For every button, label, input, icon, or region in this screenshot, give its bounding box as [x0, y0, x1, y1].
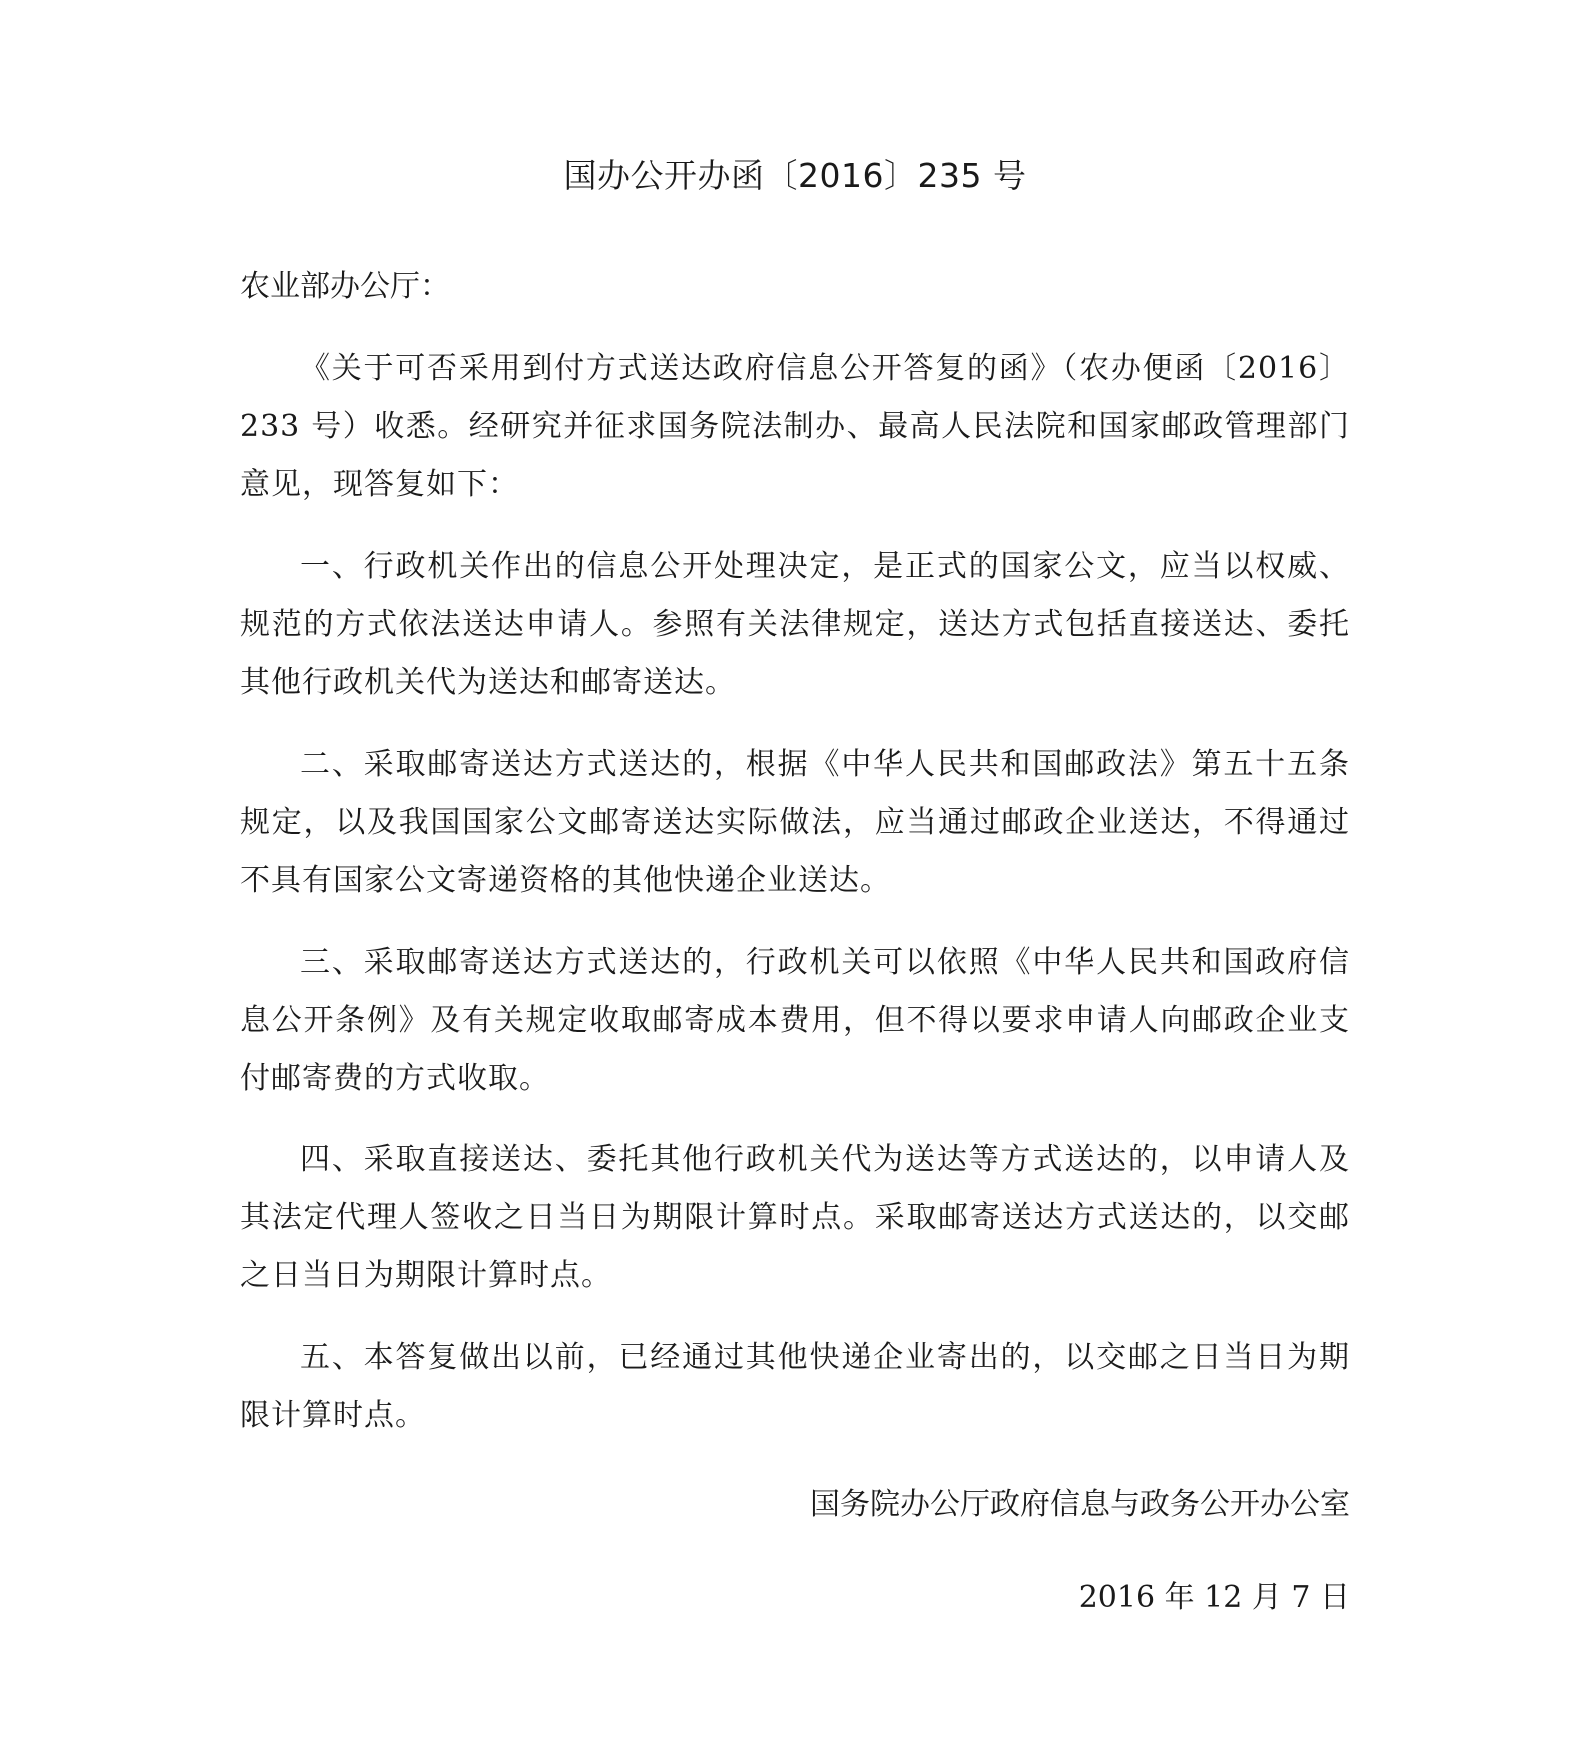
document-page [240, 0, 1350, 1760]
paragraph-item-4: 四、采取直接送达、委托其他行政机关代为送达等方式送达的，以申请人及其法定代理人签收之日当日为期限计算时点。采取邮寄送达方式送达的，以交邮之日当日为期限计算时点。 [240, 1142, 1350, 1293]
salutation: 农业部办公厅： [240, 269, 450, 304]
paragraph-item-5: 五、本答复做出以前，已经通过其他快递企业寄出的，以交邮之日当日为期限计算时点。 [240, 1340, 1350, 1433]
document-date: 2016 年 12 月 7 日 [1078, 1580, 1350, 1615]
paragraph-intro: 《关于可否采用到付方式送达政府信息公开答复的函》（农办便函〔2016〕233 号）收悉。经研究并征求国务院法制办、最高人民法院和国家邮政管理部门意见，现答复如下： [240, 351, 1350, 502]
paragraph-item-2: 二、采取邮寄送达方式送达的，根据《中华人民共和国邮政法》第五十五条规定，以及我国国家公文邮寄送达实际做法，应当通过邮政企业送达，不得通过不具有国家公文寄递资格的其他快递企业送达。 [240, 747, 1350, 898]
paragraph-item-1: 一、行政机关作出的信息公开处理决定，是正式的国家公文，应当以权威、规范的方式依法送达申请人。参照有关法律规定，送达方式包括直接送达、委托其他行政机关代为送达和邮寄送达。 [240, 549, 1350, 700]
paragraph-item-3: 三、采取邮寄送达方式送达的，行政机关可以依照《中华人民共和国政府信息公开条例》及有关规定收取邮寄成本费用，但不得以要求申请人向邮政企业支付邮寄费的方式收取。 [240, 945, 1350, 1096]
signature-office: 国务院办公厅政府信息与政务公开办公室 [810, 1487, 1350, 1522]
document-title: 国办公开办函〔2016〕235 号 [563, 156, 1027, 195]
